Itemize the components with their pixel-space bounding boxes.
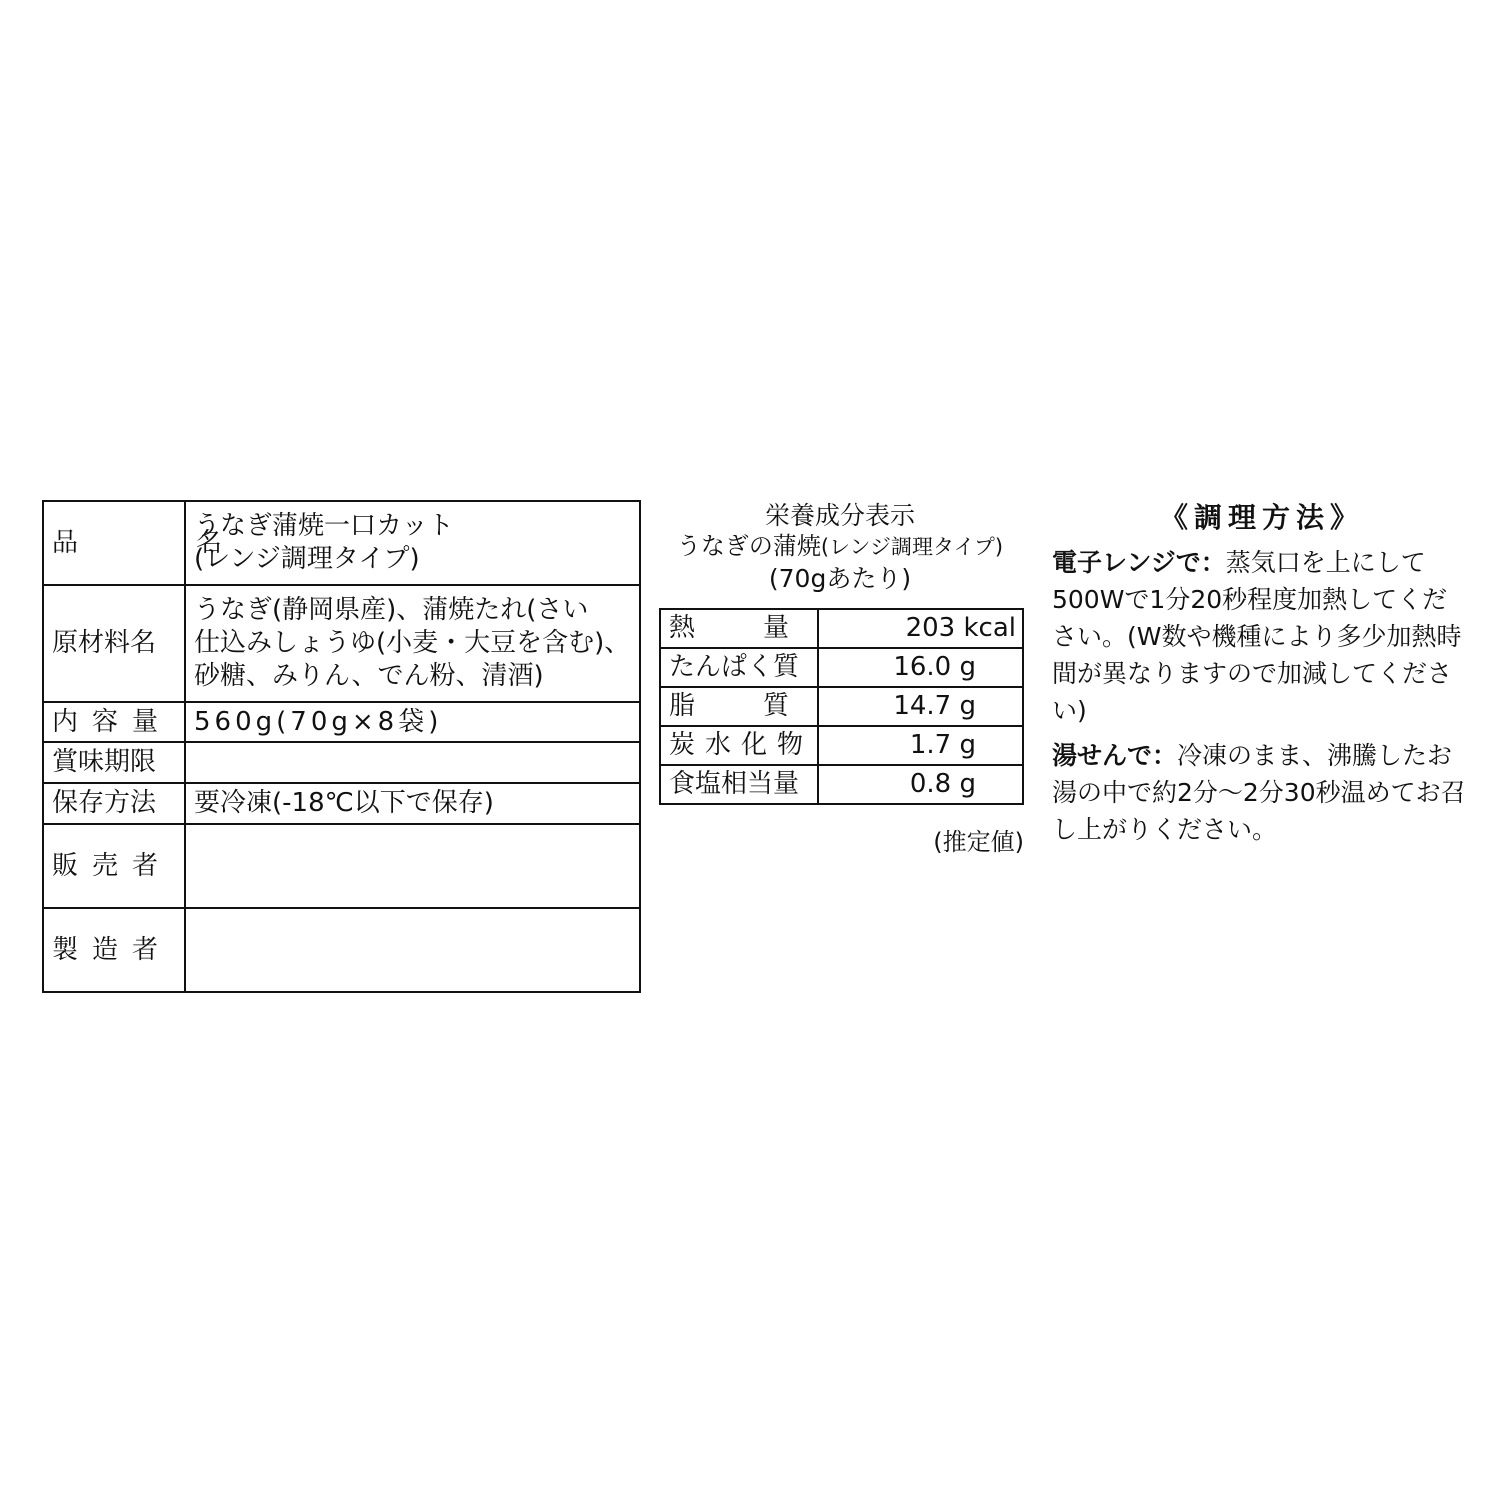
nutrition-title: 栄養成分表示 (764, 501, 915, 530)
nutrition-value: 0.8 g (818, 765, 1023, 804)
nutrition-value: 1.7 g (818, 726, 1023, 765)
microwave-text: 蒸気口を上にして500Wで1分20秒程度加熱してください。(W数や機種により多少加熱時間が異なりますので加減してください) (1052, 548, 1462, 725)
ingredients-value (185, 585, 640, 702)
quantity-value: 560g(70g×8袋) (185, 702, 640, 742)
nutrition-subtitle-paren: (レンジ調理タイプ) (820, 535, 1004, 559)
nutrition-header (640, 500, 1040, 594)
expiry-value (185, 742, 640, 783)
nutrition-row (660, 765, 1023, 804)
nutrition-label: 炭水化物 (660, 726, 818, 765)
cooking-section (1052, 498, 1472, 856)
boil-heading: 湯せんで： (1052, 741, 1178, 770)
expiry-label: 賞味期限 (43, 742, 185, 783)
quantity-label: 内容量 (43, 702, 185, 742)
ingredients-line: 仕込みしょうゆ(小麦・大豆を含む)、 (194, 628, 631, 658)
manufacturer-label: 製造者 (43, 908, 185, 992)
nutrition-row (660, 648, 1023, 687)
nutrition-label: 脂質 (660, 687, 818, 726)
name-value (185, 501, 640, 585)
nutrition-row (660, 687, 1023, 726)
ingredients-line: 砂糖、みりん、でん粉、清酒) (194, 661, 544, 691)
microwave-heading: 電子レンジで： (1052, 548, 1226, 577)
seller-value (185, 824, 640, 908)
nutrition-per: (70gあたり) (768, 564, 912, 593)
nutrition-label: 熱量 (660, 609, 818, 648)
nutrition-note: (推定値) (933, 828, 1024, 856)
boil-text: 冷凍のまま、沸騰したお湯の中で約2分～2分30秒温めてお召し上がりください。 (1052, 741, 1466, 844)
seller-label: 販売者 (43, 824, 185, 908)
storage-label: 保存方法 (43, 783, 185, 824)
boil-instructions (1052, 737, 1472, 848)
nutrition-label: たんぱく質 (660, 648, 818, 687)
name-label: 品 名 (43, 501, 185, 585)
nutrition-row (660, 609, 1023, 648)
nutrition-row (660, 726, 1023, 765)
nutrition-value: 14.7 g (818, 687, 1023, 726)
name-value-line: (レンジ調理タイプ) (194, 544, 420, 574)
nutrition-value: 203 kcal (818, 609, 1023, 648)
ingredients-line: うなぎ(静岡県産)、蒲焼たれ(さい (194, 595, 589, 625)
microwave-instructions (1052, 544, 1472, 729)
ingredients-label: 原材料名 (43, 585, 185, 702)
nutrition-table (659, 608, 1024, 805)
nutrition-label: 食塩相当量 (660, 765, 818, 804)
product-label-table (42, 500, 641, 993)
nutrition-subtitle (640, 531, 1040, 563)
nutrition-value: 16.0 g (818, 648, 1023, 687)
storage-value: 要冷凍(-18℃以下で保存) (185, 783, 640, 824)
nutrition-subtitle-main: うなぎの蒲焼 (676, 532, 821, 560)
manufacturer-value (185, 908, 640, 992)
cooking-title: 《調理方法》 (1159, 501, 1364, 534)
name-value-line: うなぎ蒲焼一口カット (194, 511, 454, 541)
